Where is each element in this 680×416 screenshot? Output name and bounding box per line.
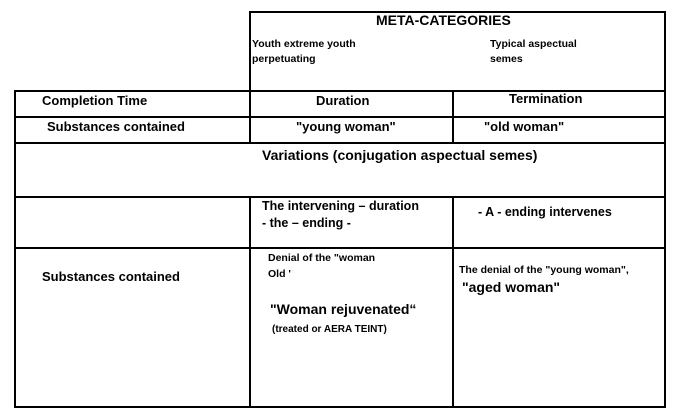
aspectual-subheader-line-1: Typical aspectual <box>490 38 577 50</box>
line-variations-bottom <box>14 196 666 198</box>
substances-label-2: Substances contained <box>42 269 180 284</box>
youth-subheader-line-2: perpetuating <box>252 53 316 65</box>
completion-time-label: Completion Time <box>42 93 148 108</box>
line-intervening-bottom <box>14 247 666 249</box>
line-col2-upper <box>452 90 454 144</box>
aged-woman-text: "aged woman" <box>462 279 561 295</box>
aspectual-subheader-line-2: semes <box>490 53 523 65</box>
intervening-line-1: The intervening – duration <box>262 199 419 213</box>
line-col1-upper <box>249 11 251 144</box>
old-woman-cell: "old woman" <box>484 119 565 134</box>
denial-line-1: Denial of the "woman <box>268 252 376 264</box>
line-outer-left <box>14 90 16 408</box>
line-outer-right <box>664 11 666 408</box>
intervening-line-2: - the – ending - <box>262 216 351 230</box>
line-col1-lower <box>249 196 251 408</box>
line-substances1-bottom <box>14 142 666 144</box>
line-col2-lower <box>452 196 454 408</box>
young-woman-cell: "young woman" <box>296 119 396 134</box>
variations-label: Variations (conjugation aspectual semes) <box>262 147 538 163</box>
line-table-bottom <box>14 406 666 408</box>
denial-line-2: Old ' <box>268 268 291 280</box>
woman-rejuvenated-text: "Woman rejuvenated“ <box>270 301 417 317</box>
youth-subheader-line-1: Youth extreme youth <box>252 38 356 50</box>
denial-young-woman-text: The denial of the "young woman", <box>459 264 629 276</box>
duration-header: Duration <box>316 93 370 108</box>
line-completion-bottom <box>14 116 666 118</box>
treated-note: (treated or AERA TEINT) <box>272 324 387 335</box>
termination-header: Termination <box>509 91 583 106</box>
substances-label-1: Substances contained <box>47 119 185 134</box>
ending-intervenes-text: - A - ending intervenes <box>478 205 612 219</box>
meta-categories-title: META-CATEGORIES <box>376 12 511 28</box>
